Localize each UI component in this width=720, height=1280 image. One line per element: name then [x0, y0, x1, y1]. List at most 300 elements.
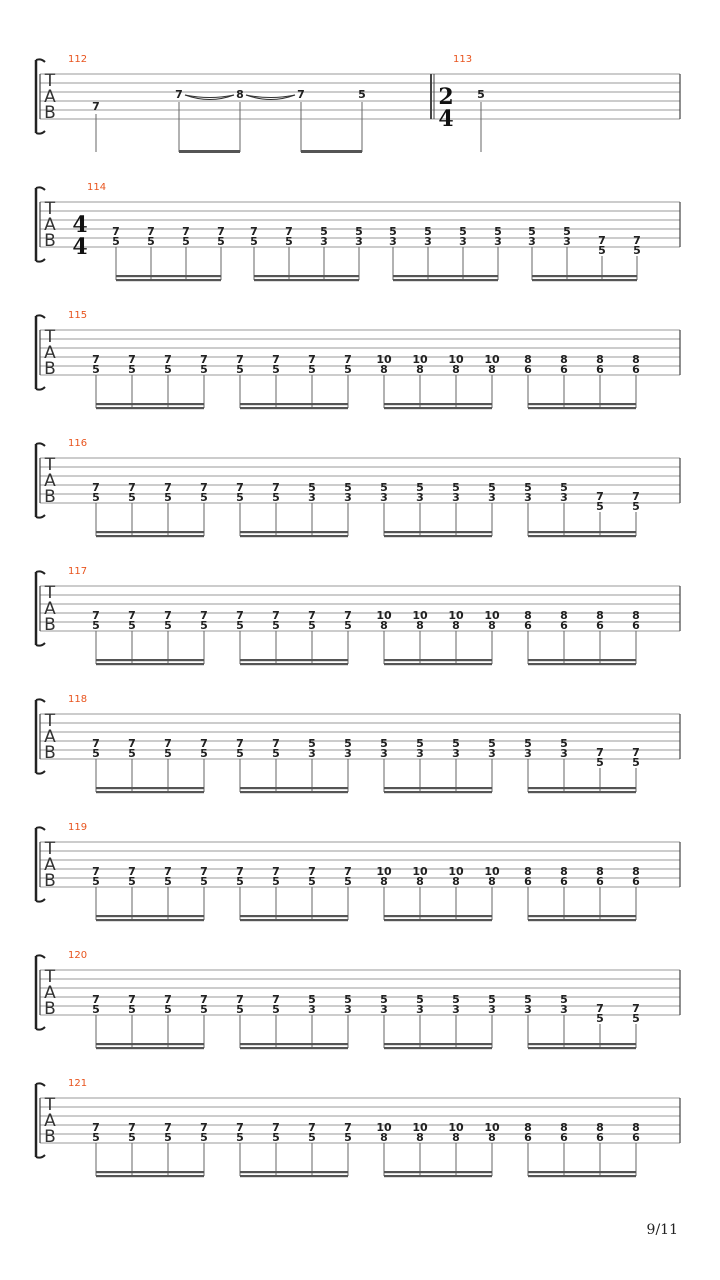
beam: [96, 531, 204, 533]
fret-number: 6: [560, 875, 568, 888]
fret-number: 7: [164, 481, 172, 494]
fret-number: 6: [560, 1131, 568, 1144]
fret-number: 8: [488, 363, 496, 376]
fret-number: 7: [164, 993, 172, 1006]
fret-number: 7: [297, 88, 305, 101]
fret-number: 5: [380, 481, 388, 494]
fret-number: 5: [488, 737, 496, 750]
fret-number: 7: [128, 609, 136, 622]
fret-number: 5: [344, 875, 352, 888]
fret-number: 5: [128, 363, 136, 376]
fret-number: 5: [632, 756, 640, 769]
fret-number: 5: [236, 747, 244, 760]
fret-number: 8: [452, 875, 460, 888]
fret-number: 10: [448, 609, 464, 622]
fret-number: 5: [560, 481, 568, 494]
fret-number: 7: [92, 609, 100, 622]
fret-number: 7: [236, 1121, 244, 1134]
fret-number: 5: [344, 481, 352, 494]
fret-number: 5: [524, 737, 532, 750]
fret-number: 10: [448, 353, 464, 366]
fret-number: 3: [344, 491, 352, 504]
fret-number: 8: [524, 609, 532, 622]
fret-number: 7: [164, 609, 172, 622]
fret-number: 5: [128, 1131, 136, 1144]
fret-number: 5: [488, 993, 496, 1006]
beam: [240, 787, 348, 789]
beam: [96, 403, 204, 405]
fret-number: 5: [358, 88, 366, 101]
bracket-hook-top: [36, 955, 45, 958]
tab-clef-letter: B: [44, 871, 56, 891]
bracket-hook-bottom: [36, 771, 45, 774]
tab-clef-letter: T: [44, 455, 56, 475]
fret-number: 5: [128, 491, 136, 504]
beam: [240, 407, 348, 409]
beam: [384, 663, 492, 665]
fret-number: 3: [355, 235, 363, 248]
fret-number: 3: [380, 491, 388, 504]
beam: [384, 1175, 492, 1177]
fret-number: 7: [633, 234, 641, 247]
bracket-hook-top: [36, 59, 45, 62]
beam: [528, 1047, 636, 1049]
beam: [528, 531, 636, 533]
beam: [96, 663, 204, 665]
fret-number: 5: [424, 225, 432, 238]
fret-number: 5: [236, 1003, 244, 1016]
fret-number: 3: [524, 491, 532, 504]
fret-number: 5: [344, 363, 352, 376]
fret-number: 7: [272, 1121, 280, 1134]
fret-number: 5: [164, 1131, 172, 1144]
bracket-hook-top: [36, 443, 45, 446]
fret-number: 5: [92, 363, 100, 376]
fret-number: 7: [272, 993, 280, 1006]
tab-clef-letter: T: [44, 583, 56, 603]
fret-number: 7: [200, 609, 208, 622]
fret-number: 7: [92, 353, 100, 366]
fret-number: 8: [380, 1131, 388, 1144]
tab-clef-letter: T: [44, 967, 56, 987]
tab-clef-letter: A: [44, 855, 56, 875]
fret-number: 5: [272, 491, 280, 504]
fret-number: 7: [236, 737, 244, 750]
fret-number: 5: [92, 875, 100, 888]
beam: [393, 279, 498, 281]
fret-number: 5: [272, 747, 280, 760]
fret-number: 3: [560, 491, 568, 504]
beam: [384, 535, 492, 537]
beam: [532, 279, 637, 281]
fret-number: 3: [308, 1003, 316, 1016]
fret-number: 5: [452, 737, 460, 750]
fret-number: 7: [236, 609, 244, 622]
fret-number: 3: [380, 747, 388, 760]
beam: [384, 919, 492, 921]
tab-clef-letter: T: [44, 1095, 56, 1115]
fret-number: 5: [92, 747, 100, 760]
fret-number: 10: [376, 865, 392, 878]
fret-number: 7: [344, 865, 352, 878]
fret-number: 8: [380, 619, 388, 632]
fret-number: 5: [344, 619, 352, 632]
fret-number: 5: [92, 491, 100, 504]
measure-number: 117: [68, 566, 88, 577]
fret-number: 3: [452, 1003, 460, 1016]
measure-number: 120: [68, 950, 88, 961]
tab-clef-letter: B: [44, 999, 56, 1019]
fret-number: 6: [524, 619, 532, 632]
fret-number: 5: [477, 88, 485, 101]
beam: [240, 1043, 348, 1045]
fret-number: 8: [596, 1121, 604, 1134]
tab-clef-letter: T: [44, 199, 56, 219]
beam: [528, 1171, 636, 1173]
tab-clef-letter: A: [44, 727, 56, 747]
fret-number: 7: [200, 1121, 208, 1134]
tab-clef-letter: B: [44, 615, 56, 635]
beam: [384, 531, 492, 533]
fret-number: 6: [560, 619, 568, 632]
fret-number: 10: [412, 865, 428, 878]
fret-number: 5: [416, 481, 424, 494]
beam: [528, 403, 636, 405]
fret-number: 3: [424, 235, 432, 248]
tab-clef-letter: A: [44, 599, 56, 619]
beam: [96, 1175, 204, 1177]
tab-clef-letter: T: [44, 839, 56, 859]
beam: [528, 919, 636, 921]
fret-number: 7: [112, 225, 120, 238]
beam: [179, 150, 240, 153]
fret-number: 5: [236, 363, 244, 376]
fret-number: 7: [92, 481, 100, 494]
beam: [96, 1047, 204, 1049]
fret-number: 7: [308, 865, 316, 878]
fret-number: 5: [596, 500, 604, 513]
fret-number: 3: [524, 1003, 532, 1016]
beam: [254, 275, 359, 277]
fret-number: 7: [632, 1002, 640, 1015]
tab-clef-letter: B: [44, 359, 56, 379]
fret-number: 8: [632, 865, 640, 878]
fret-number: 5: [563, 225, 571, 238]
fret-number: 3: [344, 747, 352, 760]
fret-number: 3: [563, 235, 571, 248]
fret-number: 7: [236, 353, 244, 366]
tab-clef-letter: B: [44, 487, 56, 507]
fret-number: 5: [112, 235, 120, 248]
fret-number: 10: [376, 353, 392, 366]
beam: [384, 403, 492, 405]
fret-number: 3: [488, 747, 496, 760]
fret-number: 7: [200, 481, 208, 494]
fret-number: 7: [164, 737, 172, 750]
fret-number: 10: [376, 609, 392, 622]
fret-number: 7: [598, 234, 606, 247]
fret-number: 5: [633, 244, 641, 257]
measure-number: 112: [68, 54, 88, 65]
fret-number: 7: [128, 993, 136, 1006]
fret-number: 8: [524, 353, 532, 366]
fret-number: 5: [164, 875, 172, 888]
tab-clef-letter: T: [44, 71, 56, 91]
beam: [240, 1171, 348, 1173]
fret-number: 5: [200, 1131, 208, 1144]
fret-number: 5: [182, 235, 190, 248]
beam: [96, 919, 204, 921]
fret-number: 8: [596, 865, 604, 878]
beam: [96, 535, 204, 537]
fret-number: 5: [416, 993, 424, 1006]
bracket-hook-top: [36, 571, 45, 574]
beam: [240, 659, 348, 661]
time-signature-bottom: 4: [72, 234, 88, 260]
time-signature-top: 2: [438, 84, 454, 110]
fret-number: 5: [524, 993, 532, 1006]
fret-number: 5: [200, 619, 208, 632]
fret-number: 6: [524, 363, 532, 376]
fret-number: 3: [380, 1003, 388, 1016]
tab-clef-letter: A: [44, 471, 56, 491]
fret-number: 3: [452, 747, 460, 760]
fret-number: 8: [560, 609, 568, 622]
fret-number: 7: [272, 865, 280, 878]
fret-number: 6: [596, 1131, 604, 1144]
beam: [384, 1043, 492, 1045]
fret-number: 7: [272, 353, 280, 366]
fret-number: 6: [524, 1131, 532, 1144]
bracket-hook-top: [36, 187, 45, 190]
fret-number: 3: [452, 491, 460, 504]
beam: [528, 659, 636, 661]
bracket-hook-top: [36, 699, 45, 702]
bracket-hook-bottom: [36, 259, 45, 262]
fret-number: 5: [200, 363, 208, 376]
fret-number: 5: [632, 500, 640, 513]
beam: [240, 531, 348, 533]
fret-number: 3: [344, 1003, 352, 1016]
beam: [240, 915, 348, 917]
fret-number: 6: [596, 619, 604, 632]
fret-number: 7: [236, 993, 244, 1006]
fret-number: 5: [308, 737, 316, 750]
bracket-hook-bottom: [36, 1027, 45, 1030]
beam: [528, 535, 636, 537]
fret-number: 3: [488, 491, 496, 504]
fret-number: 10: [484, 609, 500, 622]
tab-clef-letter: T: [44, 711, 56, 731]
fret-number: 10: [376, 1121, 392, 1134]
fret-number: 8: [632, 353, 640, 366]
fret-number: 3: [416, 747, 424, 760]
fret-number: 7: [217, 225, 225, 238]
fret-number: 7: [308, 353, 316, 366]
fret-number: 6: [632, 363, 640, 376]
fret-number: 3: [459, 235, 467, 248]
fret-number: 7: [272, 481, 280, 494]
fret-number: 5: [272, 363, 280, 376]
fret-number: 8: [560, 865, 568, 878]
fret-number: 7: [272, 737, 280, 750]
beam: [301, 150, 362, 153]
fret-number: 5: [632, 1012, 640, 1025]
fret-number: 5: [596, 756, 604, 769]
fret-number: 3: [528, 235, 536, 248]
fret-number: 5: [164, 363, 172, 376]
beam: [96, 787, 204, 789]
fret-number: 5: [128, 1003, 136, 1016]
beam: [393, 275, 498, 277]
fret-number: 8: [416, 363, 424, 376]
fret-number: 5: [200, 747, 208, 760]
fret-number: 5: [250, 235, 258, 248]
fret-number: 6: [632, 619, 640, 632]
page-number: 9/11: [646, 1222, 678, 1238]
measure-number: 114: [87, 182, 107, 193]
fret-number: 5: [92, 1131, 100, 1144]
bracket-hook-bottom: [36, 643, 45, 646]
fret-number: 7: [200, 353, 208, 366]
fret-number: 3: [416, 1003, 424, 1016]
beam: [96, 1171, 204, 1173]
fret-number: 5: [272, 1003, 280, 1016]
measure-number: 118: [68, 694, 88, 705]
fret-number: 5: [389, 225, 397, 238]
fret-number: 5: [92, 1003, 100, 1016]
beam: [96, 407, 204, 409]
beam: [384, 407, 492, 409]
tab-clef-letter: B: [44, 1127, 56, 1147]
fret-number: 5: [164, 491, 172, 504]
fret-number: 5: [200, 1003, 208, 1016]
bracket-hook-top: [36, 315, 45, 318]
fret-number: 5: [494, 225, 502, 238]
fret-number: 5: [92, 619, 100, 632]
tab-clef-letter: A: [44, 1111, 56, 1131]
fret-number: 10: [448, 1121, 464, 1134]
beam: [240, 1175, 348, 1177]
fret-number: 8: [632, 1121, 640, 1134]
fret-number: 7: [128, 737, 136, 750]
tab-clef-letter: A: [44, 343, 56, 363]
fret-number: 6: [524, 875, 532, 888]
fret-number: 3: [320, 235, 328, 248]
fret-number: 7: [182, 225, 190, 238]
fret-number: 6: [632, 1131, 640, 1144]
fret-number: 7: [164, 353, 172, 366]
beam: [240, 663, 348, 665]
beam: [532, 275, 637, 277]
beam: [528, 915, 636, 917]
fret-number: 5: [217, 235, 225, 248]
fret-number: 5: [380, 737, 388, 750]
fret-number: 7: [308, 609, 316, 622]
beam: [384, 915, 492, 917]
fret-number: 5: [416, 737, 424, 750]
fret-number: 7: [236, 481, 244, 494]
fret-number: 7: [92, 737, 100, 750]
fret-number: 7: [272, 609, 280, 622]
fret-number: 8: [524, 865, 532, 878]
fret-number: 5: [236, 1131, 244, 1144]
fret-number: 3: [560, 1003, 568, 1016]
fret-number: 6: [560, 363, 568, 376]
measure-number: 115: [68, 310, 88, 321]
fret-number: 5: [452, 993, 460, 1006]
measure-number: 116: [68, 438, 88, 449]
fret-number: 8: [488, 619, 496, 632]
beam: [240, 535, 348, 537]
tab-clef-letter: B: [44, 743, 56, 763]
fret-number: 5: [560, 737, 568, 750]
fret-number: 5: [308, 993, 316, 1006]
beam: [528, 1043, 636, 1045]
fret-number: 3: [560, 747, 568, 760]
fret-number: 10: [448, 865, 464, 878]
fret-number: 7: [164, 865, 172, 878]
fret-number: 8: [596, 609, 604, 622]
fret-number: 7: [128, 865, 136, 878]
fret-number: 8: [560, 1121, 568, 1134]
fret-number: 7: [236, 865, 244, 878]
fret-number: 7: [596, 746, 604, 759]
fret-number: 3: [308, 491, 316, 504]
fret-number: 8: [452, 363, 460, 376]
fret-number: 7: [308, 1121, 316, 1134]
fret-number: 5: [272, 1131, 280, 1144]
fret-number: 7: [92, 100, 100, 113]
fret-number: 7: [175, 88, 183, 101]
beam: [528, 663, 636, 665]
fret-number: 5: [128, 619, 136, 632]
beam: [528, 1175, 636, 1177]
fret-number: 5: [147, 235, 155, 248]
fret-number: 5: [308, 363, 316, 376]
beam: [384, 1047, 492, 1049]
fret-number: 7: [596, 490, 604, 503]
beam: [528, 787, 636, 789]
fret-number: 3: [494, 235, 502, 248]
fret-number: 7: [128, 353, 136, 366]
fret-number: 5: [236, 619, 244, 632]
beam: [240, 403, 348, 405]
fret-number: 5: [524, 481, 532, 494]
fret-number: 7: [632, 490, 640, 503]
fret-number: 5: [200, 491, 208, 504]
fret-number: 5: [452, 481, 460, 494]
fret-number: 7: [200, 865, 208, 878]
fret-number: 10: [484, 865, 500, 878]
fret-number: 5: [380, 993, 388, 1006]
beam: [96, 915, 204, 917]
fret-number: 8: [416, 875, 424, 888]
fret-number: 7: [92, 865, 100, 878]
fret-number: 3: [308, 747, 316, 760]
bracket-hook-bottom: [36, 1155, 45, 1158]
tab-clef-letter: A: [44, 87, 56, 107]
fret-number: 7: [92, 1121, 100, 1134]
beam: [528, 791, 636, 793]
tab-clef-letter: A: [44, 215, 56, 235]
fret-number: 3: [524, 747, 532, 760]
fret-number: 6: [632, 875, 640, 888]
fret-number: 8: [416, 1131, 424, 1144]
fret-number: 8: [560, 353, 568, 366]
fret-number: 5: [164, 619, 172, 632]
tab-clef-letter: A: [44, 983, 56, 1003]
